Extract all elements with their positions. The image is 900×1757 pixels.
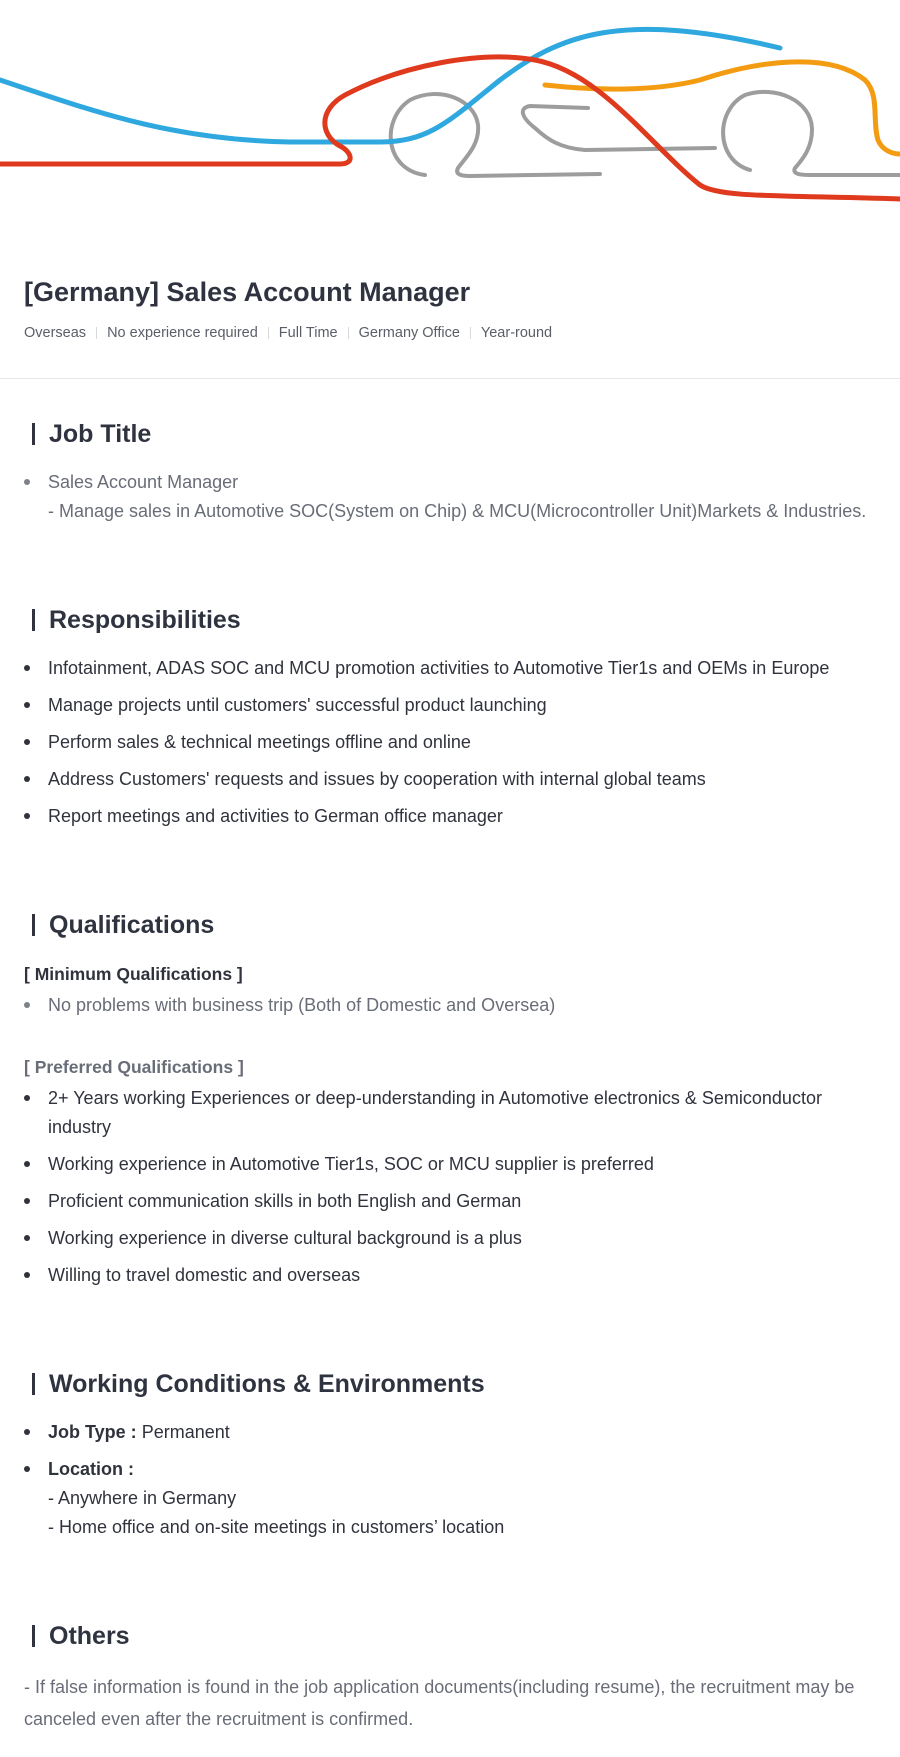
- header-divider: [0, 378, 900, 379]
- minimum-qualifications-label: [ Minimum Qualifications ]: [24, 964, 243, 984]
- bullet-icon: [24, 479, 30, 485]
- tag-employment-type: Full Time: [278, 325, 338, 341]
- list-item-continued: industry: [48, 1117, 112, 1137]
- heading-bar: [32, 914, 35, 936]
- tag-period: Year-round: [480, 325, 553, 341]
- section-heading-job-title: [24, 416, 151, 452]
- section-heading-text: Job Title: [49, 419, 152, 448]
- page-title: [Germany] Sales Account Manager: [24, 277, 471, 307]
- tag-overseas: Overseas: [24, 325, 87, 341]
- bullet-icon: [24, 1429, 30, 1435]
- others-note-line: canceled even after the recruitment is confirmed.: [24, 1709, 414, 1729]
- job-title-item: Sales Account Manager: [48, 472, 239, 492]
- bullet-icon: [24, 1198, 30, 1204]
- list-item: Report meetings and activities to German office manager: [48, 806, 503, 826]
- list-item: 2+ Years working Experiences or deep-understanding in Automotive electronics & Semiconductor: [48, 1088, 822, 1108]
- bullet-icon: [24, 1161, 30, 1167]
- heading-bar: [32, 423, 35, 445]
- section-heading-text: Others: [49, 1621, 130, 1650]
- list-item: No problems with business trip (Both of Domestic and Oversea): [48, 995, 556, 1015]
- section-heading-text: Qualifications: [49, 910, 215, 939]
- section-heading-text: Working Conditions & Environments: [49, 1369, 485, 1398]
- tag-separator: [268, 327, 269, 339]
- heading-bar: [32, 609, 35, 631]
- posting-header: [24, 272, 876, 341]
- list-item: Manage projects until customers' successful product launching: [48, 695, 547, 715]
- job-title-detail: - Manage sales in Automotive SOC(System on Chip) & MCU(Microcontroller Unit)Markets & Industries.: [48, 501, 867, 521]
- bullet-icon: [24, 1466, 30, 1472]
- heading-bar: [32, 1373, 35, 1395]
- preferred-qualifications-label: [ Preferred Qualifications ]: [24, 1057, 244, 1077]
- tag-separator: [348, 327, 349, 339]
- tag-list: [24, 325, 876, 341]
- bullet-icon: [24, 813, 30, 819]
- others-note-line: - If false information is found in the job application documents(including resume), the recruitment may be: [24, 1677, 855, 1697]
- location-line: - Anywhere in Germany: [48, 1488, 237, 1508]
- location-label: Location :: [48, 1459, 134, 1479]
- bullet-icon: [24, 739, 30, 745]
- bullet-icon: [24, 1095, 30, 1101]
- tag-experience: No experience required: [107, 325, 258, 341]
- tag-office: Germany Office: [358, 325, 460, 341]
- bullet-icon: [24, 1272, 30, 1278]
- list-item: Perform sales & technical meetings offline and online: [48, 732, 471, 752]
- tag-separator: [96, 327, 97, 339]
- tag-separator: [470, 327, 471, 339]
- bullet-icon: [24, 665, 30, 671]
- section-heading-text: Responsibilities: [49, 605, 241, 634]
- section-heading-responsibilities: [24, 602, 241, 638]
- bullet-icon: [24, 702, 30, 708]
- job-type-label: Job Type :: [48, 1422, 137, 1442]
- list-item: Address Customers' requests and issues by cooperation with internal global teams: [48, 769, 706, 789]
- section-heading-others: [24, 1618, 130, 1654]
- bullet-icon: [24, 1235, 30, 1241]
- list-item: Working experience in diverse cultural background is a plus: [48, 1228, 522, 1248]
- location-line: - Home office and on-site meetings in customers’ location: [48, 1517, 505, 1537]
- list-item: Working experience in Automotive Tier1s, SOC or MCU supplier is preferred: [48, 1154, 654, 1174]
- car-line-art-icon: [0, 0, 900, 210]
- bullet-icon: [24, 1002, 30, 1008]
- section-heading-working-conditions: [24, 1366, 485, 1402]
- heading-bar: [32, 1625, 35, 1647]
- list-item: Proficient communication skills in both English and German: [48, 1191, 522, 1211]
- job-type-row: [48, 1418, 230, 1447]
- car-line-illustration: [0, 0, 900, 210]
- list-item: Infotainment, ADAS SOC and MCU promotion activities to Automotive Tier1s and OEMs in Europe: [48, 658, 830, 678]
- job-type-value: Permanent: [141, 1422, 230, 1442]
- list-item: Willing to travel domestic and overseas: [48, 1265, 361, 1285]
- bullet-icon: [24, 776, 30, 782]
- section-heading-qualifications: [24, 907, 214, 943]
